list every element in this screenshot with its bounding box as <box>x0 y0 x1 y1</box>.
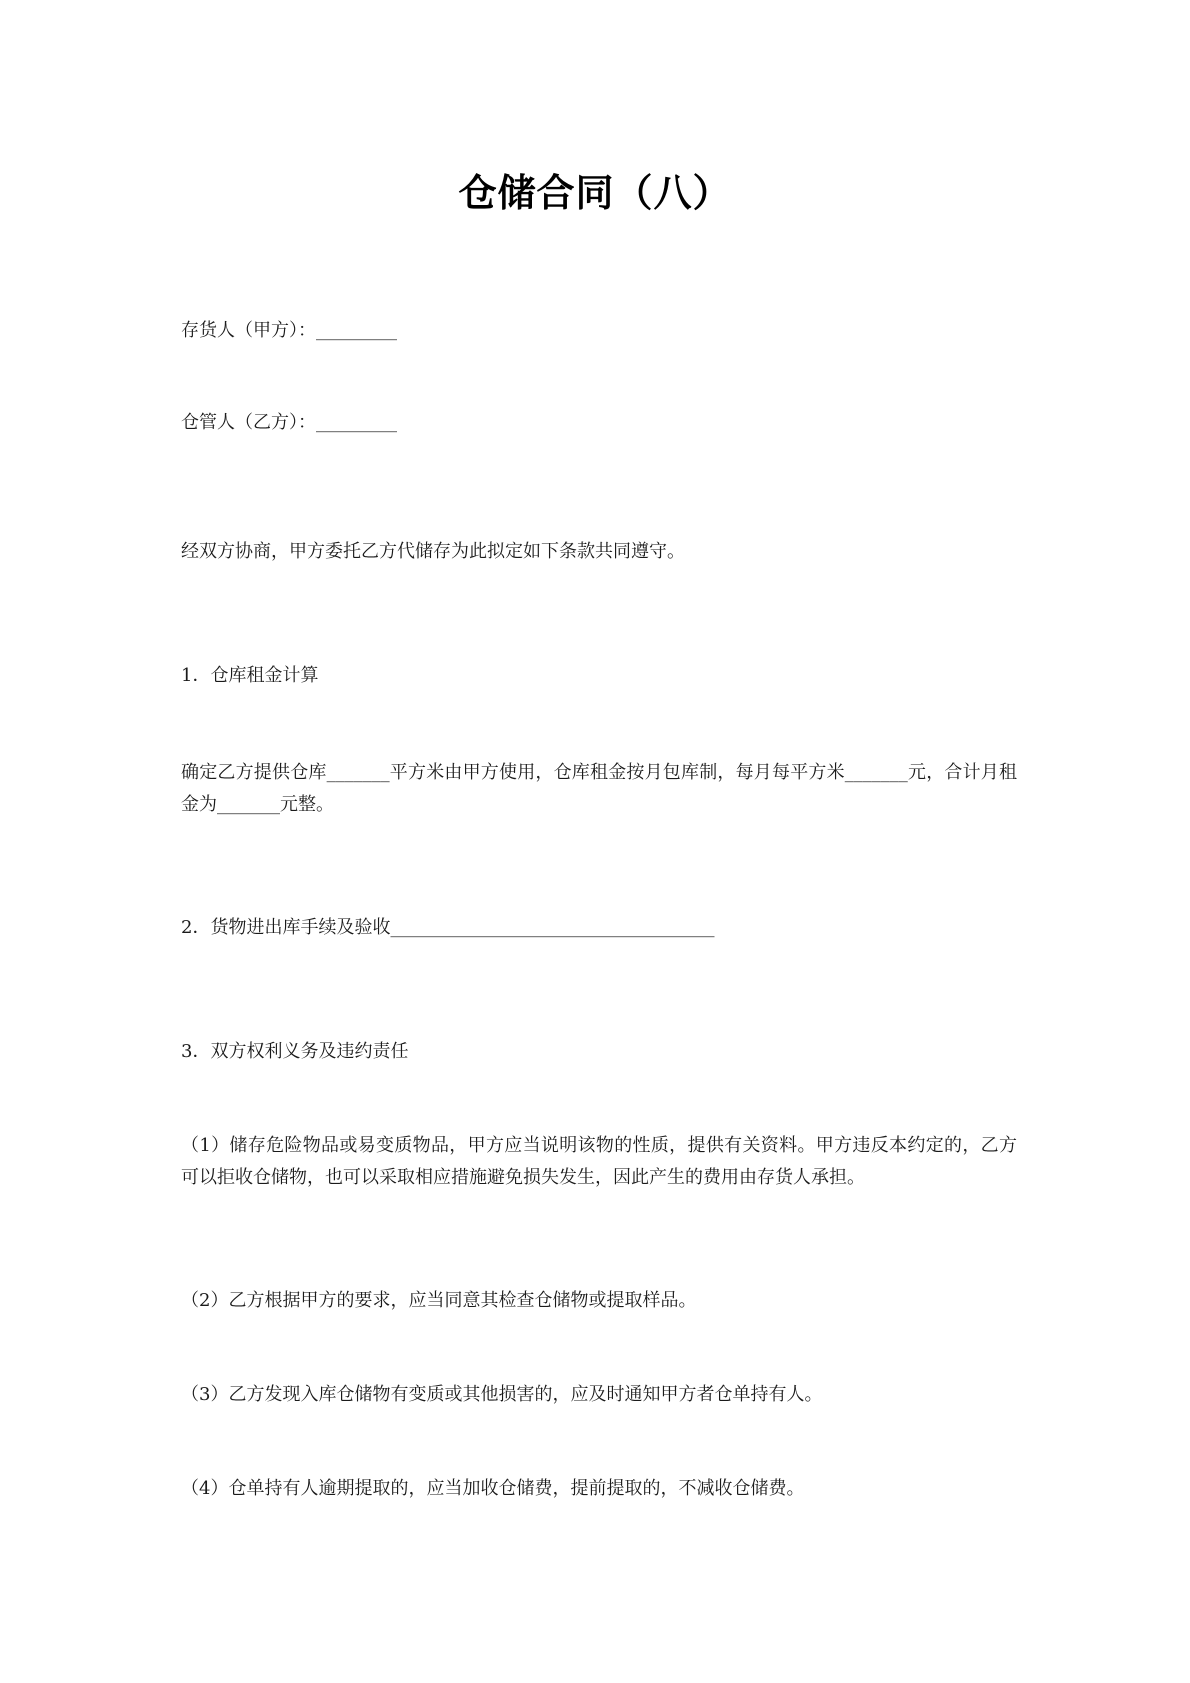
section-3-item-1: （1）储存危险物品或易变质物品，甲方应当说明该物的性质，提供有关资料。甲方违反本约定的，乙方可以拒收仓储物，也可以采取相应措施避免损失发生，因此产生的费用由存货人承担。 <box>181 1135 1017 1188</box>
section-3-item-3: （3）乙方发现入库仓储物有变质或其他损害的，应及时通知甲方者仓单持有人。 <box>181 1384 823 1405</box>
section-3-heading: 3．双方权利义务及违约责任 <box>181 1041 409 1062</box>
intro-paragraph: 经双方协商，甲方委托乙方代储存为此拟定如下条款共同遵守。 <box>181 541 685 562</box>
section-3-item-2: （2）乙方根据甲方的要求，应当同意其检查仓储物或提取样品。 <box>181 1290 697 1311</box>
section-3-item-4: （4）仓单持有人逾期提取的，应当加收仓储费，提前提取的，不减收仓储费。 <box>181 1478 805 1499</box>
party-b-line: 仓管人（乙方）：_________ <box>181 412 397 433</box>
section-1-heading: 1．仓库租金计算 <box>181 665 319 686</box>
document-title: 仓储合同（八） <box>458 170 732 215</box>
section-1-body: 确定乙方提供仓库_______平方米由甲方使用，仓库租金按月包库制，每月每平方米_______元，合计月租金为_______元整。 <box>181 762 1017 815</box>
party-a-line: 存货人（甲方）：_________ <box>181 320 397 341</box>
section-2-heading: 2．货物进出库手续及验收____________________________________ <box>181 917 715 938</box>
